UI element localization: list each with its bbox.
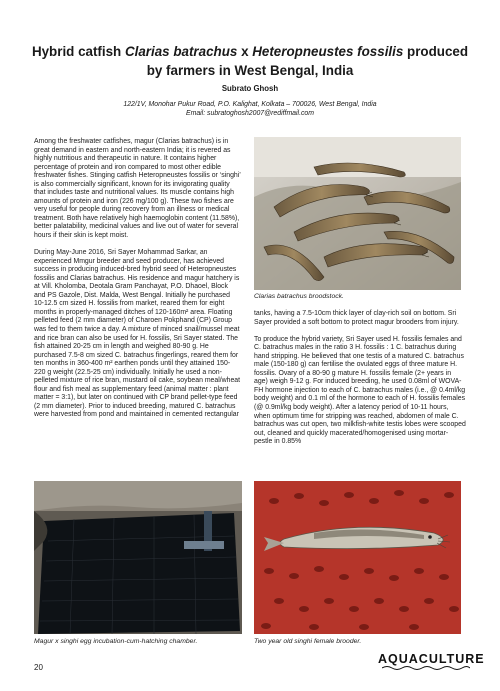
singhi-brooder-photo [254, 481, 461, 634]
paragraph: Among the freshwater catfishes, magur (Clarias batrachus) is in great demand in eastern and north-eastern India; it is revered as highly nutritious and therapeutic in nature. It contains higher percentage of protein and iron compared to most other edible freshwater fishes. Stinging catfish Heteropneustes fossilis or ‘singhi’ is also commercially significant, known for its invigorating quality that includes taste and nutritional values. Its muscle contains high amounts of protein and iron (226 mg/100 g). These two fishes are very useful for people during recovery from an illness or medical treatment. Both have relatively high haemoglobin content (11.58%), better palatability, medicinal values and live out of water for several hours if their skin is kept moist. [34, 138, 241, 240]
broodstock-image [254, 137, 461, 290]
title-part: x [237, 44, 253, 59]
broodstock-photo [254, 137, 461, 290]
title-part-italic: Clarias batrachus [124, 44, 238, 59]
author-email: Email: subratoghosh2007@rediffmail.com [185, 110, 315, 117]
figure-caption: Two year old singhi female brooder. [254, 638, 362, 645]
title-part: produced [403, 44, 469, 59]
left-column [34, 138, 241, 429]
article-title [30, 42, 470, 80]
paragraph: tanks, having a 7.5-10cm thick layer of clay-rich soil on bottom. Sri Sayer provided a soft bottom to protect magur brooders from injury. [254, 310, 459, 326]
right-column [254, 310, 466, 455]
magazine-logo: AQUACULTURE [378, 652, 485, 666]
hatching-chamber-image [34, 481, 242, 634]
paragraph: During May-June 2016, Sri Sayer Mohammad Sarkar, an experienced Mmgur breeder and seed producer, has achieved success in producing induced-bred hybrid seed of Heteropneustes fossilis and Clarias batrachus. His residence and magur hatchery is at Vill. Kholomba, Deotala Gram Panchayat, P.O. Dhaoel, Block and PS Gazole, Dist. Malda, West Bengal. Initially he purchased 10-12.5 cm sized H. fossilis from market, reared them for eight months in properly-managed ditches of 120-160m² area. Floating pelleted feed (2 mm diameter) of Charoen Pokphand (CP) Group was fed to them twice a day. A mixture of minced snail/mussel meat and rice bran can also be used for H. fossilis, Sri Sayer stated. The fish attained 20-25 cm in length and weighed 80-90 g. He purchased 7.5-8 cm sized C. batrachus fingerlings, reared them for ten months in 360-400 m² earthen ponds until they attained 150-220 g weight (22.5-25 cm) individually. Initially he used a non-pelleted mixture of rice bran, mustard oil cake, soybean meal/wheat flour and fish meal as supplementary feed (animal matter : plant matter = 3:1), but later on continued with CP brand pellet-type feed (2 mm diameter). Prior to induced breeding, matured C. batrachus were harvested from pond and maintained in cemented rectangular [34, 249, 241, 419]
page-number: 20 [34, 663, 43, 672]
title-part-italic: Heteropneustes fossilis [252, 44, 404, 59]
paragraph: To produce the hybrid variety, Sri Sayer used H. fossilis females and C. batrachus males in the ratio 3 H. fossilis : 1 C. batrachus during hand stripping. He believed that one testis of a matured C. batrachus male (150-180 g) can fertilise the ovulated eggs of three mature H. fossilis. Ovary of a 80-90 g mature H. fossilis female (2+ years in age) weigh 9-12 g. For induced breeding, he used 0.08ml of WOVA-FH hormone injection to each of C. batrachus males (i.e., @ 0.4ml/kg body weight) and 0.1 ml of the hormone to each of H. fossilis females (@ 0.9ml/kg body weight). After a latency period of 10-11 hours, when optimum time for stripping was reached, abdomen of male C. batrachus was cut open, two milkfish-white testis lobes were scooped out, cleaned and quickly macerated/homogenised using mortar-pestle in 0.85% [254, 335, 466, 446]
author-name: Subrato Ghosh [221, 84, 279, 93]
figure-caption: Magur x singhi egg incubation-cum-hatching chamber. [34, 638, 198, 645]
singhi-brooder-image [254, 481, 461, 634]
author-address: 122/1V, Monohar Pukur Road, P.O. Kalighat, Kolkata – 700026, West Bengal, India [123, 101, 377, 108]
title-line-2: by farmers in West Bengal, India [146, 63, 354, 78]
title-part: Hybrid catfish [31, 44, 125, 59]
hatching-chamber-photo [34, 481, 242, 634]
author-affiliation [60, 100, 440, 118]
figure-caption: Clarias batrachus broodstock. [254, 293, 344, 300]
wave-icon [382, 665, 470, 671]
